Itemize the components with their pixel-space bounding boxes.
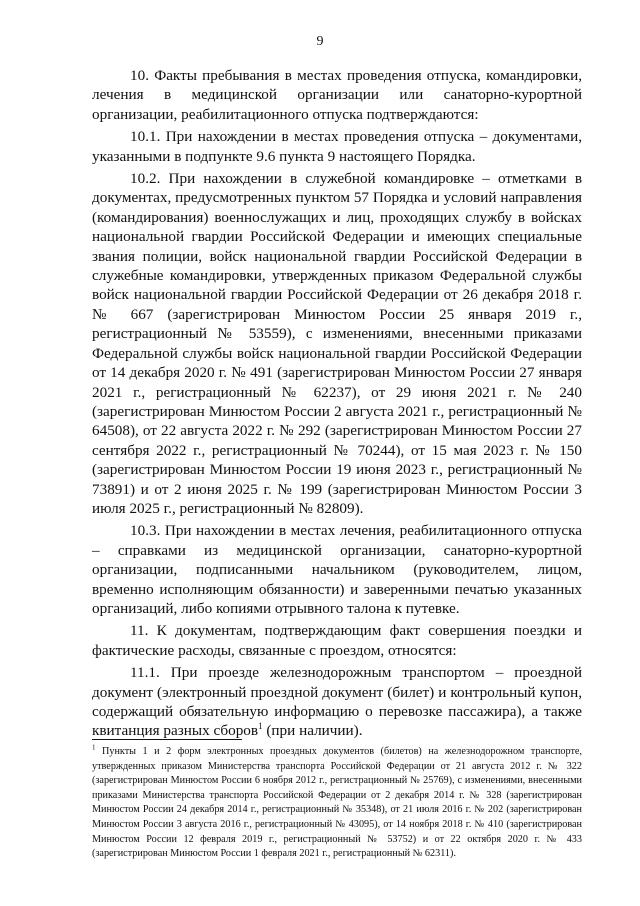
- footnote-reference[interactable]: 1: [258, 721, 263, 732]
- footnote-separator: [92, 739, 242, 740]
- paragraph-11-1-text: 11.1. При проезде железнодорожным транспортом – проездной документ (электронный проездной документ (билет) и контрольный купон, содержащий обязательную информацию о перевозке пассажира), а также квитанция разных сборов: [92, 664, 582, 740]
- footnote-text: Пункты 1 и 2 форм электронных проездных документов (билетов) на железнодорожном транспорте, утвержденных приказом Министерства транспорта Российской Федерации от 21 августа 2012 г. № 322 (зарегистрирован Минюстом России 6 ноября 2012 г., регистрационный № 25769), с изменениями, внесенными приказами Министерства транспорта Российской Федерации от 2 декабря 2014 г. № 328 (зарегистрирован Минюстом России 24 декабря 2014 г., регистрационный № 35348), от 21 июля 2016 г. № 202 (зарегистрирован Минюстом России 3 августа 2016 г., регистрационный № 43095), от 14 ноября 2018 г. № 410 (зарегистрирован Минюстом России 12 февраля 2019 г., регистрационный № 53752) и от 22 октября 2020 г. № 433 (зарегистрирован Минюстом России 1 февраля 2021 г., регистрационный № 62311).: [92, 746, 582, 860]
- paragraph-11-1: [92, 663, 582, 741]
- paragraph-10-1: 10.1. При нахождении в местах проведения отпуска – документами, указанными в подпункте 9.6 пункта 9 настоящего Порядка.: [92, 128, 582, 165]
- page-number: 9: [316, 34, 324, 49]
- body-text: [92, 66, 582, 744]
- footnote: [92, 745, 582, 862]
- footnote-marker: 1: [92, 743, 96, 752]
- paragraph-11: 11. К документам, подтверждающим факт совершения поездки и фактические расходы, связанные с проездом, относятся:: [92, 622, 582, 659]
- paragraph-11-1-tail: (при наличии).: [262, 722, 363, 740]
- paragraph-10-2: 10.2. При нахождении в служебной командировке – отметками в документах, предусмотренных пунктом 57 Порядка и условий направления (командирования) военнослужащих и лиц, проходящих службу в войсках национальной гвардии Российской Федерации и имеющих специальные звания полиции, войск национальной гвардии Российской Федерации в служебные командировки, утвержденных приказом Федеральной службы войск национальной гвардии Российской Федерации от 26 декабря 2018 г. № 667 (зарегистрирован Минюстом России 25 января 2019 г., регистрационный № 53559), с изменениями, внесенными приказами Федеральной службы войск национальной гвардии Российской Федерации от 14 декабря 2020 г. № 491 (зарегистрирован Минюстом России 27 января 2021 г., регистрационный № 62237), от 29 июня 2021 г. № 240 (зарегистрирован Минюстом России 2 августа 2021 г., регистрационный № 64508), от 22 августа 2022 г. № 292 (зарегистрирован Минюстом России 27 сентября 2022 г., регистрационный № 70244), от 15 мая 2023 г. № 150 (зарегистрирован Минюстом России 19 июня 2023 г., регистрационный № 73891) и от 2 июня 2025 г. № 199 (зарегистрирован Минюстом России 3 июля 2025 г., регистрационный № 82809).: [92, 170, 582, 517]
- paragraph-10: 10. Факты пребывания в местах проведения отпуска, командировки, лечения в медицинской организации или санаторно-курортной организации, реабилитационного отпуска подтверждаются:: [92, 67, 582, 123]
- paragraph-10-3: 10.3. При нахождении в местах лечения, реабилитационного отпуска – справками из медицинской организации, санаторно-курортной организации, подписанными начальником (руководителем, лицом, временно исполняющим обязанности) и заверенными печатью указанных организаций, либо копиями отрывного талона к путевке.: [92, 522, 582, 617]
